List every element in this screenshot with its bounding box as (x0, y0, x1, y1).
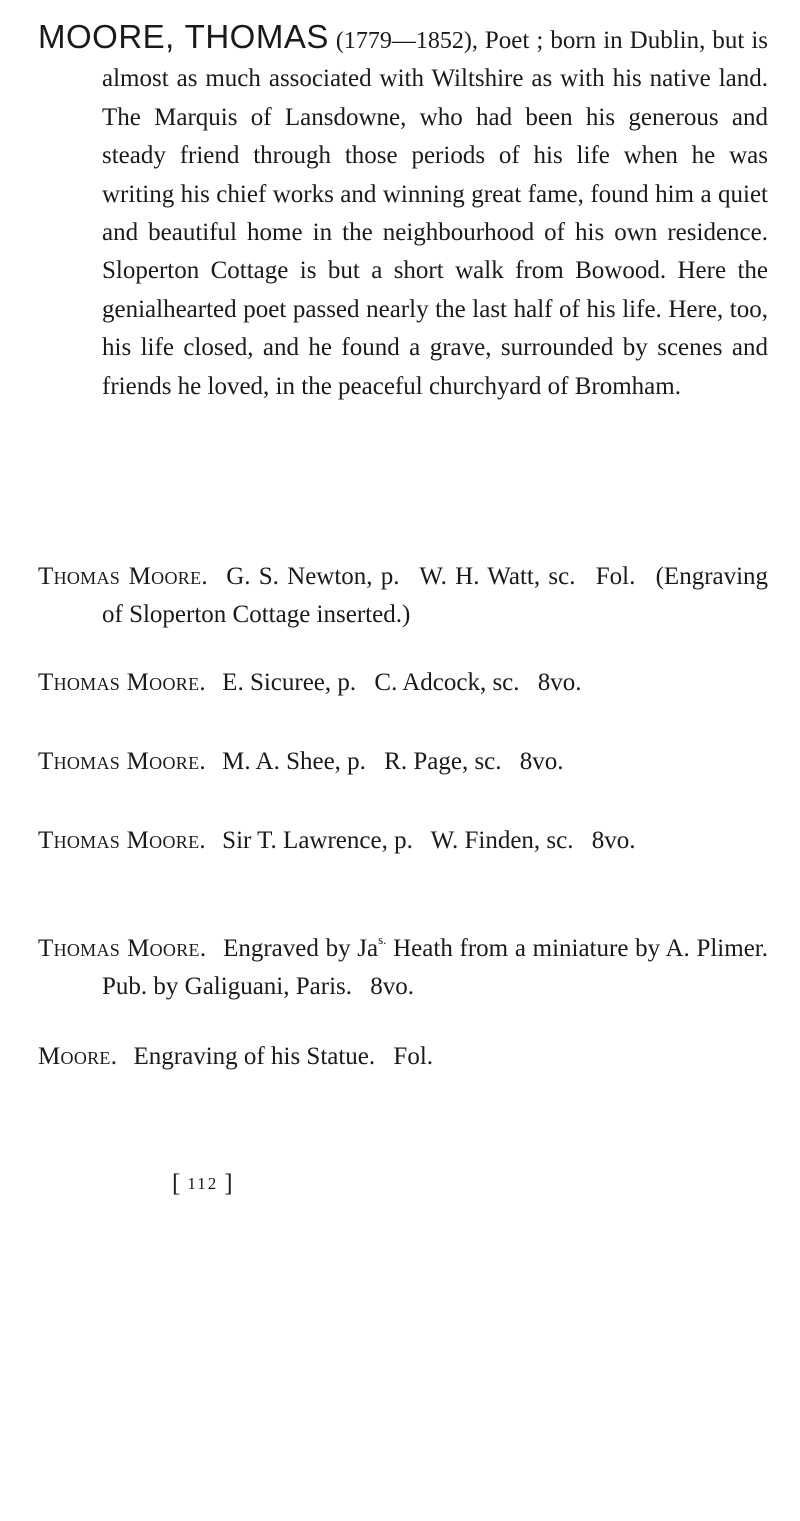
entry-painter: Sir T. Lawrence, p. (222, 827, 413, 854)
entry-size: Fol. (393, 1043, 434, 1070)
entry-engraver: W. Finden, sc. (430, 827, 574, 854)
entry-painter: E. Sicuree, p. (222, 669, 357, 696)
entry-label: Thomas Moore. (38, 669, 206, 696)
entry-label: Thomas Moore. (38, 563, 208, 590)
biography-text: Poet ; born in Dublin, but is almost as much associated with Wiltshire as with his native land. The Marquis of Lansdowne, who had been his generous and steady friend through those periods of his life when he was writing his chief works and winning great fame, found him a quiet and beautiful home in the neighbourhood of his own residence. Sloperton Cottage is but a short walk from Bowood. Here the genialhearted poet passed nearly the last half of his life. Here, too, his life closed, and he found a grave, surrounded by scenes and friends he loved, in the peaceful churchyard of Bromham. (102, 27, 769, 400)
entry-painter: G. S. Newton, p. (226, 563, 400, 590)
entry-label: Thomas Moore. (38, 935, 207, 962)
portrait-entry (38, 743, 768, 781)
portrait-entry (38, 558, 768, 635)
entry-label: Moore. (38, 1043, 118, 1070)
portrait-entry (38, 664, 768, 702)
entry-label: Thomas Moore. (38, 748, 206, 775)
entry-engraver: R. Page, sc. (384, 748, 502, 775)
entry-label: Thomas Moore. (38, 827, 206, 854)
entry-note: (Engraving of Sloperton Cottage inserted.) (102, 563, 769, 629)
entry-size: 8vo. (537, 669, 582, 696)
entry-size: Fol. (595, 563, 636, 590)
page-number (172, 1170, 234, 1198)
folio-bracket-open: [ (172, 1170, 182, 1197)
portrait-entry (38, 822, 768, 860)
entry-size: 8vo. (519, 748, 564, 775)
entry-painter: M. A. Shee, p. (222, 748, 366, 775)
subject-dates: (1779—1852), (335, 28, 478, 54)
entry-publisher: Pub. by Galiguani, Paris. (102, 973, 352, 1001)
portrait-entry (38, 930, 768, 1007)
entry-engraver: W. H. Watt, sc. (419, 563, 576, 590)
entry-size: 8vo. (370, 973, 414, 1001)
entry-text-after: Heath from a miniature by A. Plimer. (386, 935, 768, 962)
entry-text-before: Engraved by Ja (223, 935, 379, 962)
folio-number: 112 (187, 1174, 219, 1193)
entry-engraver: C. Adcock, sc. (374, 669, 520, 696)
portrait-entry (38, 1038, 768, 1076)
biography-paragraph (38, 18, 768, 406)
entry-superscript: s. (378, 932, 387, 947)
entry-description: Engraving of his Statue. (133, 1043, 376, 1070)
folio-bracket-close: ] (224, 1170, 234, 1197)
subject-name: MOORE, THOMAS (38, 18, 329, 55)
entry-size: 8vo. (591, 827, 636, 854)
